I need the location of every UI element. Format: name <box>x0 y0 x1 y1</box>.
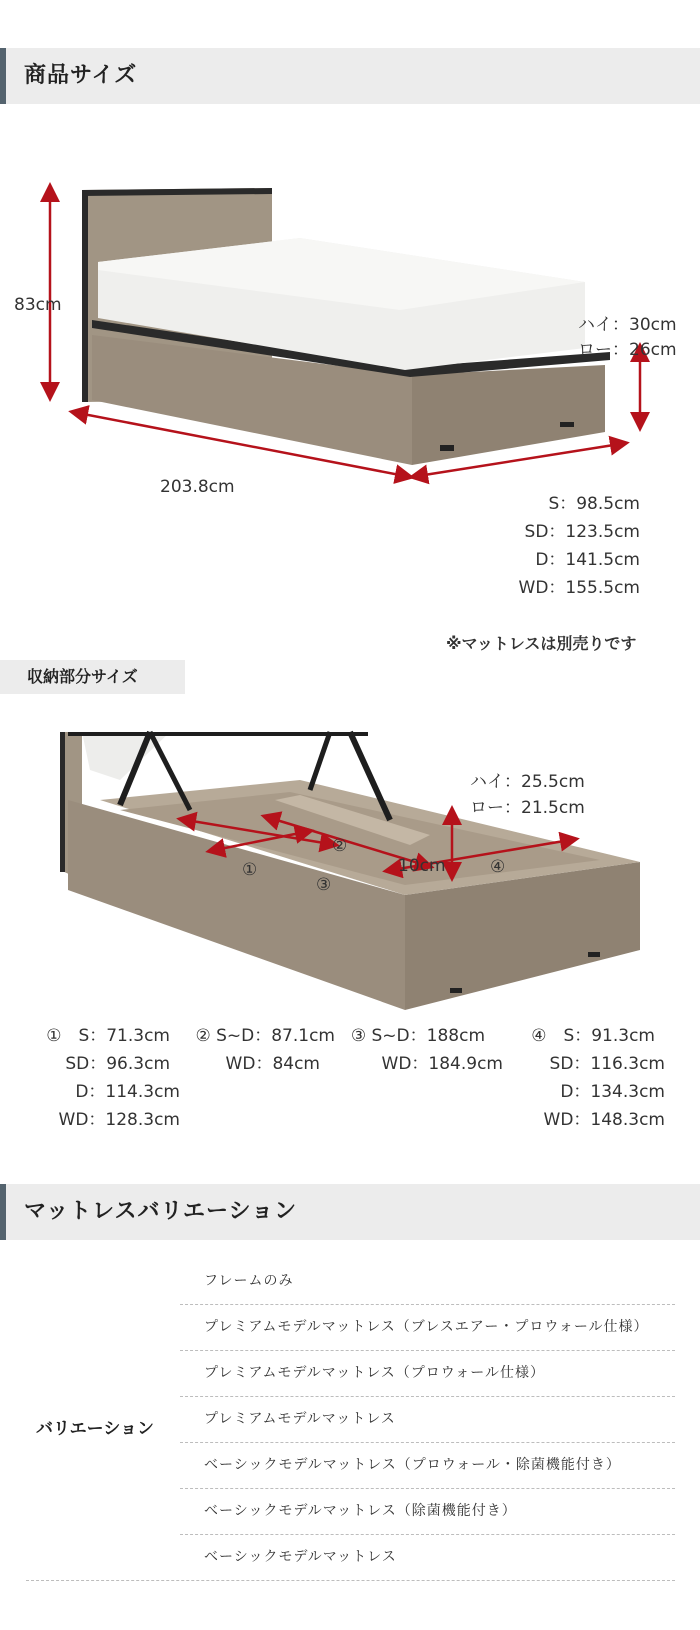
variation-text: フレームのみ <box>204 1273 294 1289</box>
variation-text: プレミアムモデルマットレス（ブレスエアー・プロウォール仕様） <box>204 1319 649 1335</box>
variation-item <box>180 1350 675 1397</box>
accent-bar <box>0 1184 6 1240</box>
col4-line: D：134.3cm <box>560 1082 665 1102</box>
section-header-mattress <box>0 1184 700 1240</box>
variation-text: ベーシックモデルマットレス（プロウォール・除菌機能付き） <box>204 1457 621 1473</box>
variation-item <box>180 1488 675 1535</box>
storage-title: 収納部分サイズ <box>27 667 138 686</box>
variation-item <box>180 1304 675 1351</box>
depth-high-label: ハイ：25.5cm <box>470 772 585 792</box>
section-title: 商品サイズ <box>24 63 138 88</box>
marker-2: ② <box>332 836 348 856</box>
gap-label: 10cm <box>398 856 446 876</box>
length-label: 203.8cm <box>160 477 235 497</box>
mattress-note: ※マットレスは別売りです <box>446 634 637 653</box>
bottom-divider <box>26 1580 675 1581</box>
width-wd: WD：155.5cm <box>518 578 640 598</box>
variation-label: バリエーション <box>36 1419 154 1439</box>
storage-sub-header <box>0 660 185 694</box>
col2-line: ② S~D：87.1cm <box>195 1026 335 1046</box>
col1-line: D：114.3cm <box>75 1082 180 1102</box>
section-title: マットレスバリエーション <box>24 1199 298 1224</box>
variation-text: ベーシックモデルマットレス <box>204 1549 397 1565</box>
variation-item <box>180 1396 675 1443</box>
width-s: S：98.5cm <box>548 494 640 514</box>
variation-text: プレミアムモデルマットレス <box>204 1411 396 1427</box>
marker-3: ③ <box>316 875 332 895</box>
variation-text: プレミアムモデルマットレス（プロウォール仕様） <box>204 1365 545 1381</box>
width-sd: SD：123.5cm <box>524 522 640 542</box>
bed-storage-image <box>0 720 700 1010</box>
col1-line: WD：128.3cm <box>58 1110 180 1130</box>
mattress-high-label: ハイ：30cm <box>578 315 677 335</box>
width-d: D：141.5cm <box>535 550 640 570</box>
variation-item <box>180 1534 675 1580</box>
col2-line: WD：84cm <box>225 1054 320 1074</box>
col4-line: SD：116.3cm <box>549 1054 665 1074</box>
col1-line: SD：96.3cm <box>65 1054 170 1074</box>
section-header-product-size <box>0 48 700 104</box>
variation-item <box>180 1258 675 1305</box>
marker-4: ④ <box>490 857 506 877</box>
col3-line: WD：184.9cm <box>381 1054 503 1074</box>
variation-item <box>180 1442 675 1489</box>
mattress-low-label: ロー：26cm <box>578 340 677 360</box>
height-label: 83cm <box>14 295 62 315</box>
variation-text: ベーシックモデルマットレス（除菌機能付き） <box>204 1503 517 1519</box>
col1-line: ① S：71.3cm <box>46 1026 170 1046</box>
depth-low-label: ロー：21.5cm <box>470 798 585 818</box>
col4-line: ④ S：91.3cm <box>531 1026 655 1046</box>
col3-line: ③ S~D：188cm <box>350 1026 485 1046</box>
accent-bar <box>0 48 6 104</box>
col4-line: WD：148.3cm <box>543 1110 665 1130</box>
marker-1: ① <box>242 860 258 880</box>
